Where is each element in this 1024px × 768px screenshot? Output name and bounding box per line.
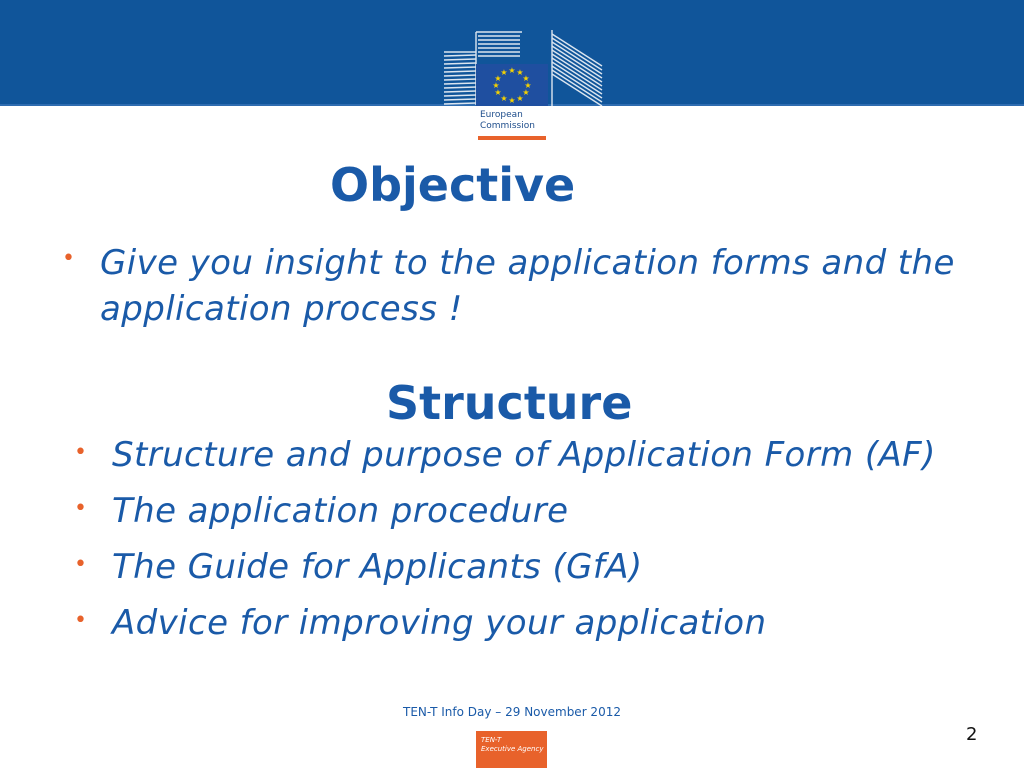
list-item (74, 488, 1004, 534)
bullet-icon: • (62, 246, 75, 271)
agency-logo-line1: TEN-T (481, 736, 502, 744)
bullet-icon: • (74, 552, 87, 577)
list-item (62, 240, 962, 332)
agency-logo-line2: Executive Agency (481, 745, 544, 753)
structure-heading: Structure (386, 376, 633, 430)
list-item (74, 432, 1004, 478)
svg-text:★: ★ (500, 68, 508, 77)
structure-bullet-text: The Guide for Applicants (GfA) (112, 547, 643, 587)
svg-text:★: ★ (524, 81, 532, 90)
svg-text:★: ★ (494, 74, 502, 83)
svg-text:★: ★ (508, 66, 516, 75)
svg-text:★: ★ (508, 96, 516, 105)
bullet-icon: • (74, 440, 87, 465)
svg-text:★: ★ (494, 88, 502, 97)
svg-text:★: ★ (522, 74, 530, 83)
structure-list (74, 432, 1004, 656)
svg-text:★: ★ (492, 81, 500, 90)
objective-bullet-text: Give you insight to the application forms and the application process ! (100, 243, 955, 329)
structure-bullet-text: Structure and purpose of Application Form (AF) (112, 435, 936, 475)
objective-heading: Objective (330, 158, 576, 212)
svg-text:★: ★ (522, 88, 530, 97)
ec-logo-wordmark (480, 110, 560, 132)
bullet-icon: • (74, 608, 87, 633)
svg-text:★: ★ (516, 94, 524, 103)
svg-text:★: ★ (500, 94, 508, 103)
logo-text-line2: Commission (480, 121, 535, 131)
svg-text:★: ★ (516, 68, 524, 77)
page-number: 2 (966, 724, 978, 745)
objective-list (62, 240, 962, 332)
list-item (74, 544, 1004, 590)
logo-accent-bar (478, 136, 546, 140)
ten-t-agency-logo-icon (476, 731, 547, 768)
list-item (74, 600, 1004, 646)
bullet-icon: • (74, 496, 87, 521)
structure-bullet-text: Advice for improving your application (112, 603, 767, 643)
footer-text: TEN-T Info Day – 29 November 2012 (403, 705, 621, 719)
structure-bullet-text: The application procedure (112, 491, 569, 531)
logo-text-line1: European (480, 110, 523, 120)
